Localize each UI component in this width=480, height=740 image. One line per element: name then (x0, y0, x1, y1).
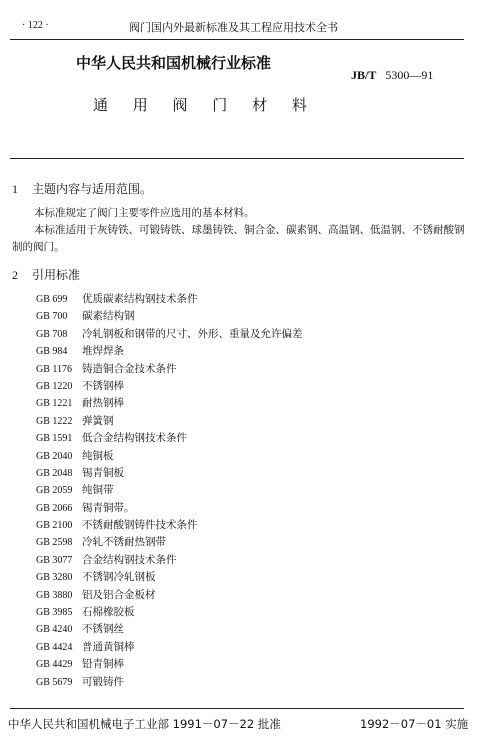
reference-code: GB 984 (36, 346, 68, 358)
reference-code: GB 1220 (36, 380, 73, 392)
title-rule (10, 158, 464, 159)
reference-code: GB 1221 (36, 398, 73, 410)
reference-item (36, 621, 303, 638)
reference-name: 石棉橡胶板 (82, 606, 135, 619)
reference-code: GB 1591 (36, 433, 73, 445)
reference-name: 不锈钢冷轧钢板 (82, 571, 156, 584)
reference-code: GB 700 (36, 311, 68, 323)
reference-code: GB 2059 (36, 485, 73, 497)
reference-name: 优质碳素结构钢技术条件 (82, 293, 198, 305)
reference-name: 铝及铝合金板材 (82, 588, 156, 601)
reference-item (36, 378, 303, 395)
reference-item (36, 656, 303, 673)
standard-code: JB/T (351, 68, 377, 82)
reference-name: 堆焊焊条 (82, 345, 124, 358)
reference-item (36, 308, 303, 325)
reference-name: 铅青铜棒 (82, 658, 124, 671)
reference-name: 不锈耐酸钢铸件技术条件 (82, 519, 198, 532)
section-1-paragraph-2: 本标准适用于灰铸铁、可锻铸铁、球墨铸铁、铜合金、碳素钢、高温钢、低温钢、不锈耐酸钢制的阀门。 (12, 224, 465, 253)
reference-item (36, 291, 303, 308)
section-number: 1 (12, 182, 18, 196)
reference-item (36, 361, 303, 378)
implementation-date: 1992－07－01 实施 (360, 717, 469, 731)
document-title: 通 用 阀 门 材 料 (93, 96, 317, 114)
standard-number (351, 68, 433, 83)
approval-line: 中华人民共和国机械电子工业部 1991－07－22 批准 (8, 717, 281, 731)
section-1-heading (12, 180, 152, 197)
reference-list (36, 291, 303, 691)
reference-code: GB 3985 (36, 607, 73, 619)
reference-item (36, 500, 303, 517)
reference-name: 耐热钢棒 (82, 397, 124, 410)
reference-code: GB 1222 (36, 415, 73, 427)
reference-code: GB 2100 (36, 520, 73, 532)
reference-item (36, 326, 303, 343)
reference-item (36, 413, 303, 430)
reference-item (36, 604, 303, 621)
reference-name: 碳素结构钢 (82, 310, 135, 323)
page-number: · 122 · (22, 20, 49, 31)
reference-code: GB 2040 (36, 450, 73, 462)
reference-code: GB 4429 (36, 659, 73, 671)
reference-item (36, 343, 303, 360)
reference-item (36, 448, 303, 465)
reference-item (36, 465, 303, 482)
reference-item (36, 395, 303, 412)
reference-name: 不锈钢丝 (82, 623, 124, 636)
reference-name: 纯铜带 (82, 484, 114, 497)
section-number: 2 (12, 268, 18, 282)
reference-code: GB 2598 (36, 537, 73, 549)
reference-name: 锡青铜板 (82, 466, 124, 479)
reference-name: 不锈钢棒 (82, 379, 124, 392)
reference-code: GB 708 (36, 328, 68, 340)
reference-name: 纯铜板 (82, 449, 114, 462)
section-2-heading (12, 266, 80, 283)
reference-item (36, 569, 303, 586)
footer-rule (10, 708, 464, 709)
book-title: 阀门国内外最新标准及其工程应用技术全书 (129, 21, 338, 34)
reference-name: 普通黄铜棒 (82, 640, 135, 653)
reference-item (36, 587, 303, 604)
reference-name: 弹簧钢 (82, 414, 114, 427)
reference-item (36, 674, 303, 691)
reference-name: 冷轧钢板和钢带的尺寸、外形、重量及允许偏差 (82, 327, 303, 340)
reference-name: 可锻铸件 (82, 675, 124, 688)
reference-code: GB 3077 (36, 554, 73, 566)
reference-item (36, 517, 303, 534)
section-title: 引用标准 (32, 268, 81, 282)
reference-code: GB 4424 (36, 641, 73, 653)
reference-name: 低合金结构钢技术条件 (82, 432, 187, 445)
reference-item (36, 534, 303, 551)
reference-name: 合金结构钢技术条件 (82, 553, 177, 566)
reference-code: GB 3880 (36, 589, 73, 601)
reference-code: GB 5679 (36, 676, 73, 688)
reference-code: GB 2066 (36, 502, 73, 514)
reference-code: GB 4240 (36, 624, 73, 636)
reference-name: 冷轧不锈耐热钢带 (82, 536, 166, 549)
reference-item (36, 482, 303, 499)
section-1-paragraph-1: 本标准规定了阀门主要零件应选用的基本材料。 (34, 207, 255, 219)
reference-code: GB 2048 (36, 467, 73, 479)
standard-number-value: 5300—91 (385, 68, 434, 82)
section-title: 主题内容与适用范围。 (32, 182, 153, 196)
reference-item (36, 552, 303, 569)
reference-name: 铸造铜合金技术条件 (82, 362, 177, 375)
reference-code: GB 699 (36, 294, 68, 305)
reference-item (36, 639, 303, 656)
standard-issuer: 中华人民共和国机械行业标准 (76, 54, 272, 72)
header-rule (10, 39, 464, 40)
reference-item (36, 430, 303, 447)
reference-code: GB 3280 (36, 572, 73, 584)
reference-code: GB 1176 (36, 363, 73, 375)
reference-name: 锡青铜带。 (82, 501, 135, 514)
